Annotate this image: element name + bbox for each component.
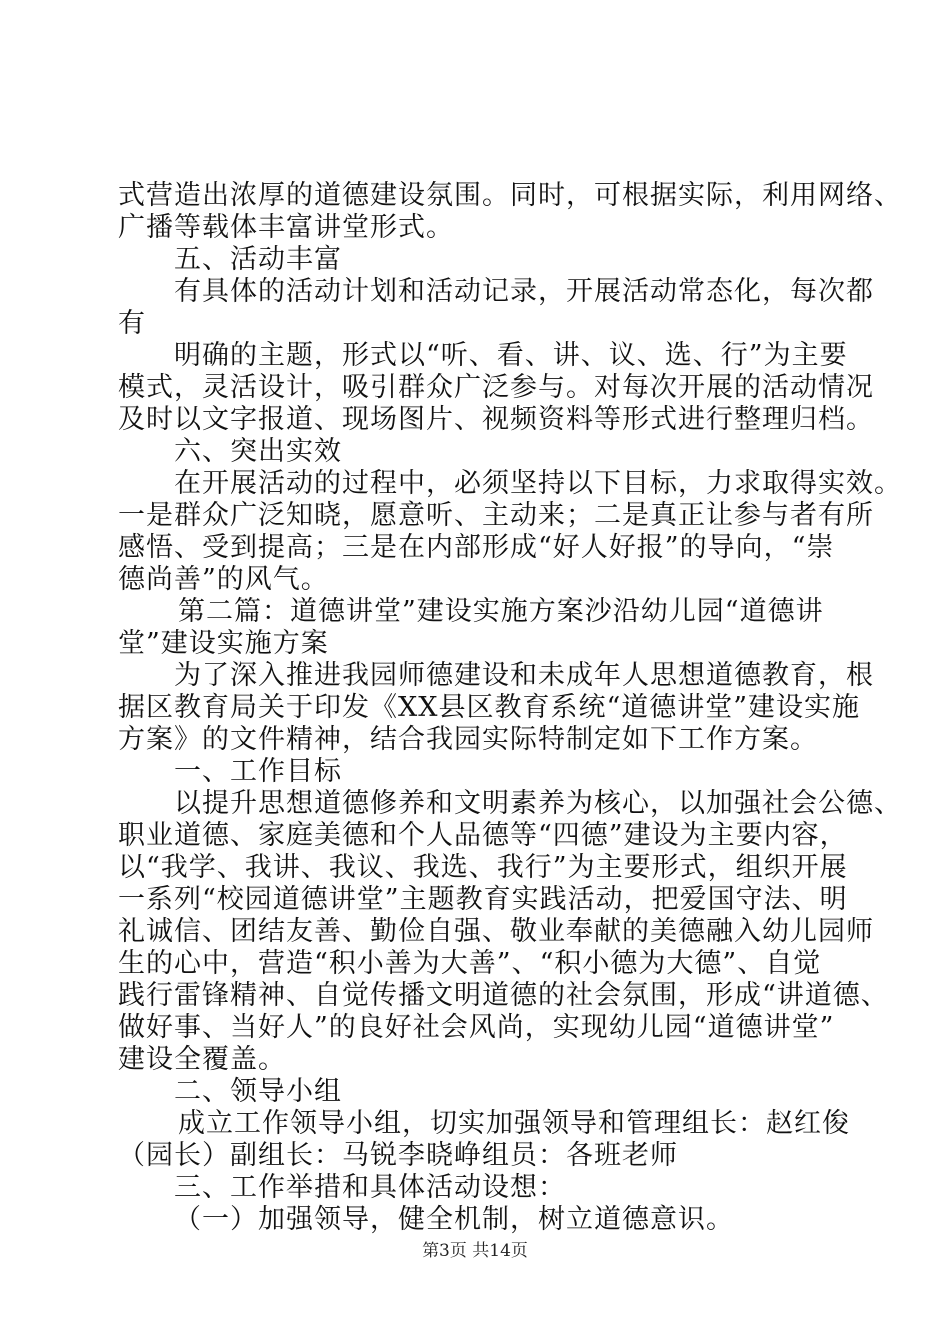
text-line: 以“我学、我讲、我议、我选、我行”为主要形式，组织开展: [118, 852, 848, 883]
section-heading: 三、工作举措和具体活动设想：: [174, 1172, 566, 1203]
text-line: 明确的主题，形式以“听、看、讲、议、选、行”为主要: [174, 340, 848, 371]
text-line: 及时以文字报道、现场图片、视频资料等形式进行整理归档。: [118, 404, 874, 435]
text-line: 职业道德、家庭美德和个人品德等“四德”建设为主要内容，: [118, 820, 848, 851]
section-heading: 二、领导小组: [174, 1076, 342, 1107]
text-line: 广播等载体丰富讲堂形式。: [118, 212, 454, 243]
text-line: 一系列“校园道德讲堂”主题教育实践活动，把爱国守法、明: [118, 884, 848, 915]
subsection-heading: （一）加强领导，健全机制，树立道德意识。: [174, 1204, 734, 1235]
text-line: 有具体的活动计划和活动记录，开展活动常态化，每次都: [174, 276, 874, 307]
text-line: 有: [118, 308, 146, 339]
text-line: 礼诚信、团结友善、勤俭自强、敬业奉献的美德融入幼儿园师: [118, 916, 874, 947]
text-line: 建设全覆盖。: [118, 1044, 286, 1075]
text-line: 在开展活动的过程中，必须坚持以下目标，力求取得实效。: [174, 468, 902, 499]
text-line: （园长）副组长：马锐李晓峥组员：各班老师: [118, 1140, 678, 1171]
text-line: 德尚善”的风气。: [118, 564, 329, 595]
text-line: 践行雷锋精神、自觉传播文明道德的社会氛围，形成“讲道德、: [118, 980, 889, 1011]
chapter-heading: 第二篇：道德讲堂”建设实施方案沙沿幼儿园“道德讲: [178, 596, 824, 627]
text-line: 一是群众广泛知晓，愿意听、主动来；二是真正让参与者有所: [118, 500, 874, 531]
text-line: 以提升思想道德修养和文明素养为核心，以加强社会公德、: [174, 788, 902, 819]
section-heading: 五、活动丰富: [174, 244, 342, 275]
text-line: 方案》的文件精神，结合我园实际特制定如下工作方案。: [118, 724, 818, 755]
text-line: 生的心中，营造“积小善为大善”、“积小德为大德”、自觉: [118, 948, 822, 979]
section-heading: 六、突出实效: [174, 436, 342, 467]
chapter-heading: 堂”建设实施方案: [118, 628, 329, 659]
page-footer: 第3页 共14页: [422, 1241, 528, 1261]
text-line: 成立工作领导小组，切实加强领导和管理组长：赵红俊: [178, 1108, 850, 1139]
text-line: 式营造出浓厚的道德建设氛围。同时，可根据实际，利用网络、: [118, 180, 902, 211]
text-line: 据区教育局关于印发《XX县区教育系统“道德讲堂”建设实施: [118, 692, 861, 723]
section-heading: 一、工作目标: [174, 756, 342, 787]
text-line: 为了深入推进我园师德建设和未成年人思想道德教育，根: [174, 660, 874, 691]
text-line: 模式，灵活设计，吸引群众广泛参与。对每次开展的活动情况: [118, 372, 874, 403]
text-line: 做好事、当好人”的良好社会风尚，实现幼儿园“道德讲堂”: [118, 1012, 835, 1043]
text-line: 感悟、受到提高；三是在内部形成“好人好报”的导向，“崇: [118, 532, 835, 563]
